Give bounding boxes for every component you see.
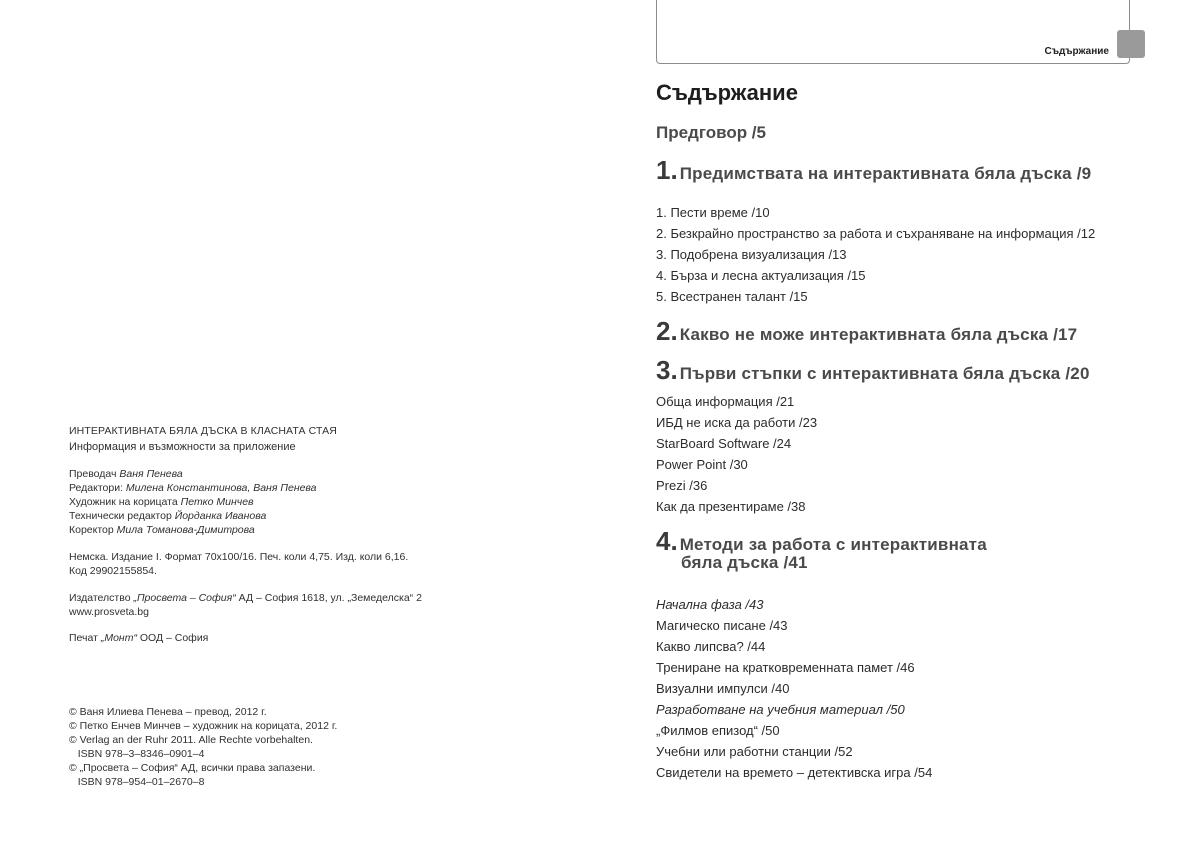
copyright-isbn: ISBN 978–3–8346–0901–4: [69, 748, 205, 760]
tech-editor-name: Йорданка Иванова: [174, 510, 267, 522]
chapter-2-heading[interactable]: [656, 316, 1077, 347]
section-thumb-tab: [1117, 30, 1145, 58]
translator-label: Преводач: [69, 468, 120, 480]
code-line: Код 29902155854.: [69, 565, 157, 577]
chapter-3-title: Първи стъпки с интерактивната бяла дъска /20: [679, 364, 1090, 383]
translator-credit: [69, 468, 183, 480]
toc-title: Съдържание: [656, 80, 798, 105]
imprint-block: [69, 0, 589, 862]
cover-artist-credit: [69, 496, 254, 508]
toc-item[interactable]: Prezi /36: [656, 478, 708, 493]
editors-credit: [69, 482, 317, 494]
toc-item[interactable]: „Филмов епизод“ /50: [656, 723, 780, 738]
printer-line: [69, 632, 208, 644]
website-link[interactable]: www.prosveta.bg: [69, 606, 149, 618]
chapter-4-title-line2: бяла дъска /41: [681, 553, 808, 572]
proofreader-label: Коректор: [69, 524, 117, 536]
copyright-line: © Петко Енчев Минчев – художник на корицата, 2012 г.: [69, 720, 338, 732]
translator-name: Ваня Пенева: [119, 468, 183, 480]
chapter-2-number: 2.: [656, 316, 678, 346]
running-header-label: Съдържание: [1044, 46, 1109, 57]
chapter-3-number: 3.: [656, 355, 678, 385]
toc-item[interactable]: Визуални импулси /40: [656, 681, 790, 696]
toc-item[interactable]: 4. Бърза и лесна актуализация /15: [656, 268, 866, 283]
edition-line: Немска. Издание I. Формат 70х100/16. Печ. коли 4,75. Изд. коли 6,16.: [69, 551, 409, 563]
toc-item[interactable]: ИБД не иска да работи /23: [656, 415, 818, 430]
tech-editor-label: Технически редактор: [69, 510, 175, 522]
running-header-frame: [656, 0, 1130, 64]
chapter-4-heading[interactable]: [656, 526, 987, 572]
chapter-4-title-line1: Методи за работа с интерактивната: [679, 535, 987, 554]
chapter-2-title: Какво не може интерактивната бяла дъска /17: [679, 325, 1078, 344]
toc-item[interactable]: StarBoard Software /24: [656, 436, 792, 451]
toc-item[interactable]: Какво липсва? /44: [656, 639, 766, 654]
chapter-1-number: 1.: [656, 155, 678, 185]
chapter-1-title: Предимствата на интерактивната бяла дъска /9: [679, 164, 1092, 183]
editors-names: Милена Константинова, Ваня Пенева: [125, 482, 317, 494]
chapter-1-heading[interactable]: [656, 155, 1091, 186]
publisher-pre: Издателство: [69, 592, 134, 604]
copyright-isbn: ISBN 978–954–01–2670–8: [69, 776, 205, 788]
publisher-address: АД – София 1618, ул. „Земеделска“ 2: [235, 592, 422, 604]
toc-item[interactable]: Магическо писане /43: [656, 618, 788, 633]
publisher-name: „Просвета – София“: [133, 592, 236, 604]
book-title: ИНТЕРАКТИВНАТА БЯЛА ДЪСКА В КЛАСНАТА СТАЯ: [69, 425, 337, 437]
cover-artist-name: Петко Минчев: [180, 496, 254, 508]
toc-item[interactable]: Трениране на кратковременната памет /46: [656, 660, 915, 675]
printer-name: „Монт“: [100, 632, 137, 644]
toc-item[interactable]: Как да презентираме /38: [656, 499, 806, 514]
editors-label: Редактори:: [69, 482, 126, 494]
toc-item[interactable]: 5. Всестранен талант /15: [656, 289, 808, 304]
book-subtitle: Информация и възможности за приложение: [69, 441, 296, 453]
toc-item[interactable]: Power Point /30: [656, 457, 748, 472]
cover-artist-label: Художник на корицата: [69, 496, 181, 508]
tech-editor-credit: [69, 510, 266, 522]
printer-pre: Печат: [69, 632, 101, 644]
toc-preface[interactable]: Предговор /5: [656, 123, 766, 142]
chapter-4-number: 4.: [656, 526, 678, 556]
toc-item[interactable]: 2. Безкрайно пространство за работа и съхраняване на информация /12: [656, 226, 1096, 241]
chapter-3-heading[interactable]: [656, 355, 1090, 386]
toc-item[interactable]: Разработване на учебния материал /50: [656, 702, 905, 717]
toc-item[interactable]: Начална фаза /43: [656, 597, 764, 612]
toc-item[interactable]: 1. Пести време /10: [656, 205, 770, 220]
proofreader-name: Мила Томанова-Димитрова: [116, 524, 255, 536]
toc-item[interactable]: Свидетели на времето – детективска игра /54: [656, 765, 933, 780]
toc-item[interactable]: 3. Подобрена визуализация /13: [656, 247, 847, 262]
proofreader-credit: [69, 524, 255, 536]
copyright-line: © Ваня Илиева Пенева – превод, 2012 г.: [69, 706, 267, 718]
copyright-line: © Verlag an der Ruhr 2011. Alle Rechte vorbehalten.: [69, 734, 313, 746]
toc-item[interactable]: Учебни или работни станции /52: [656, 744, 853, 759]
toc-item[interactable]: Обща информация /21: [656, 394, 795, 409]
publisher-line: [69, 592, 422, 604]
copyright-line: © „Просвета – София“ АД, всички права запазени.: [69, 762, 316, 774]
printer-post: ООД – София: [136, 632, 209, 644]
